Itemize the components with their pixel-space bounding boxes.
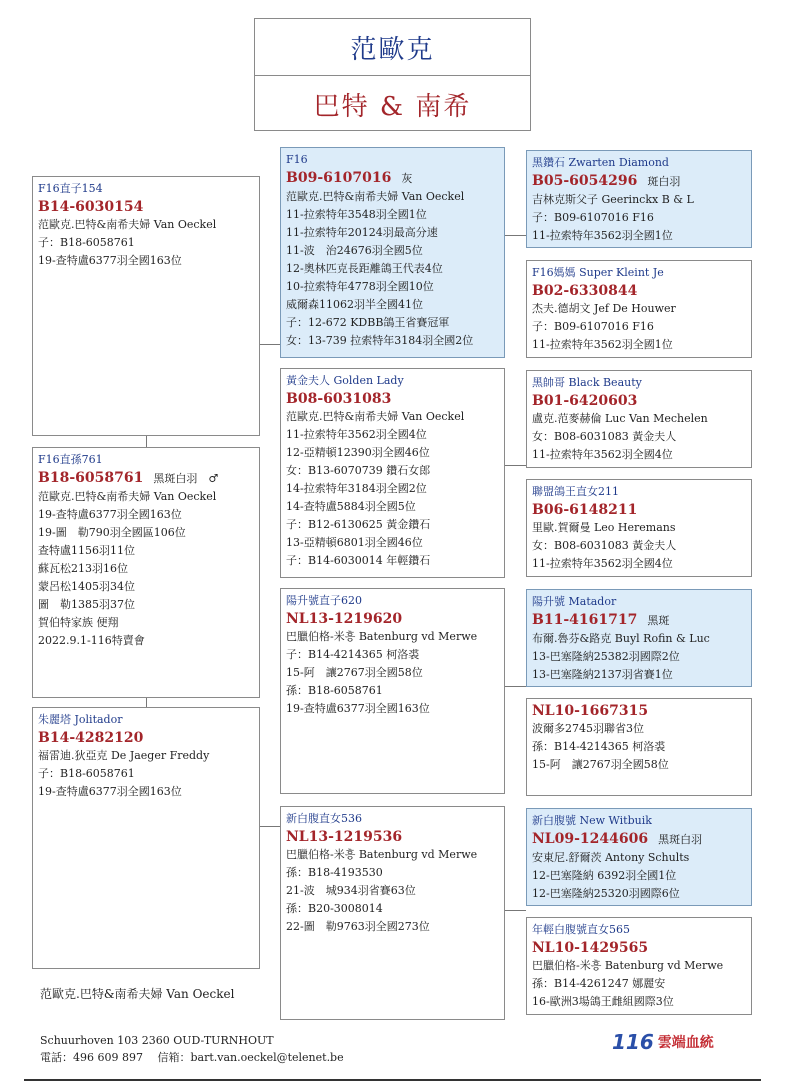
detail-line: 11-拉索特年3562羽全國4位 xyxy=(532,557,673,570)
ring-number xyxy=(532,702,747,720)
ring-id: B08-6031083 xyxy=(286,391,392,407)
pedigree-box-sds xyxy=(526,370,752,468)
pedigree-box-sss xyxy=(526,150,752,248)
footer-breeder: 范歐克.巴特&南希夫婦 Van Oeckel xyxy=(40,987,235,1001)
logo-text: 雲端血統 xyxy=(657,1035,714,1051)
detail-line: 吉林克斯父子 Geerinckx B & L xyxy=(532,193,694,206)
detail-line: 圖 勒1385羽37位 xyxy=(38,598,135,611)
ring-id: NL10-1667315 xyxy=(532,703,649,719)
detail-line: 19-查特盧6377羽全國163位 xyxy=(38,785,182,798)
ring-number xyxy=(286,390,500,408)
detail-line: 孫：B18-4193530 xyxy=(286,866,383,879)
detail-line: 11-拉索特年3562羽全國1位 xyxy=(532,338,673,351)
detail-line: 19-查特盧6377羽全國163位 xyxy=(38,254,182,267)
detail-line: 女：B08-6031083 黃金夫人 xyxy=(532,430,677,443)
bird-label: F16直孫761 xyxy=(38,453,103,466)
detail-line: 范歐克.巴特&南希夫婦 Van Oeckel xyxy=(286,410,465,423)
detail-line: 杰夫.德胡文 Jef De Houwer xyxy=(532,302,676,315)
detail-line: 子：12-672 KDBB鴿王省賽冠軍 xyxy=(286,316,450,329)
ring-id: B18-6058761 xyxy=(38,470,144,486)
detail-line: 查特盧1156羽11位 xyxy=(38,544,135,557)
detail-line: 12-亞精頓12390羽全國46位 xyxy=(286,446,430,459)
detail-line: 子：B12-6130625 黃金鑽石 xyxy=(286,518,431,531)
detail-line: 19-查特盧6377羽全國163位 xyxy=(38,508,182,521)
ring-number xyxy=(38,729,255,747)
detail-line: 11-拉索特年3562羽全國4位 xyxy=(286,428,427,441)
ring-id: B06-6148211 xyxy=(532,502,638,518)
pedigree-box-sire-sire xyxy=(280,147,505,358)
bird-label: 年輕白腹號直女565 xyxy=(532,923,630,936)
connector xyxy=(146,435,147,447)
ring-number xyxy=(532,501,747,519)
bird-label: 陽升號 Matador xyxy=(532,595,617,608)
detail-line: 19-圖 勒790羽全國區106位 xyxy=(38,526,186,539)
detail-line: 孫：B18-6058761 xyxy=(286,684,383,697)
pedigree-box-dam-sire xyxy=(280,588,505,794)
pedigree-box-main xyxy=(32,176,260,436)
detail-line: 安東尼.舒爾茨 Antony Schults xyxy=(532,851,690,864)
pedigree-box-sire xyxy=(32,447,260,698)
detail-line: 15-阿 讓2767羽全國58位 xyxy=(532,758,669,771)
color-sex: 黑斑 xyxy=(647,614,670,627)
detail-line: 里歐.賀爾曼 Leo Heremans xyxy=(532,521,676,534)
detail-line: 13-巴塞隆納2137羽省賽1位 xyxy=(532,668,673,681)
detail-line: 11-拉索特年3548羽全國1位 xyxy=(286,208,427,221)
detail-line: 14-拉索特年3184羽全國2位 xyxy=(286,482,427,495)
bird-label: 新白腹號 New Witbuik xyxy=(532,814,652,827)
ring-id: NL10-1429565 xyxy=(532,940,649,956)
bird-label: 黑帥哥 Black Beauty xyxy=(532,376,642,389)
color-sex: 斑白羽 xyxy=(647,175,681,188)
ring-id: B09-6107016 xyxy=(286,170,392,186)
pedigree-box-ssd xyxy=(526,260,752,358)
detail-line: 21-波 城934羽省賽63位 xyxy=(286,884,416,897)
detail-line: 12-巴塞隆納 6392羽全國1位 xyxy=(532,869,677,882)
ring-number xyxy=(532,282,747,300)
detail-line: 巴臘伯格-米흥 Batenburg vd Merwe xyxy=(532,959,724,972)
ring-number xyxy=(532,830,747,849)
color-sex: 黑斑白羽 ♂ xyxy=(153,472,219,485)
detail-line: 13-巴塞隆納25382羽國際2位 xyxy=(532,650,680,663)
detail-line: 范歐克.巴特&南希夫婦 Van Oeckel xyxy=(286,190,465,203)
pedigree-box-dam-dam xyxy=(280,806,505,1020)
footer-address-block xyxy=(40,1032,344,1066)
bird-label: 陽升號直子620 xyxy=(286,594,362,607)
detail-line: 14-查特盧5884羽全國5位 xyxy=(286,500,416,513)
detail-line: 蒙呂松1405羽34位 xyxy=(38,580,135,593)
detail-line: 11-拉索特年3562羽全國4位 xyxy=(532,448,673,461)
pedigree-box-ddd xyxy=(526,917,752,1015)
ring-number xyxy=(532,611,747,630)
ring-id: B14-6030154 xyxy=(38,199,144,215)
detail-line: 威爾森11062羽半全國41位 xyxy=(286,298,423,311)
ring-id: B02-6330844 xyxy=(532,283,638,299)
ring-number xyxy=(38,198,255,216)
detail-line: 范歐克.巴特&南希夫婦 Van Oeckel xyxy=(38,490,217,503)
title-box xyxy=(254,18,531,131)
pedigree-box-dds xyxy=(526,808,752,906)
ring-number xyxy=(532,392,747,410)
detail-line: 巴臘伯格-米흥 Batenburg vd Merwe xyxy=(286,630,478,643)
detail-line: 蘇瓦松213羽16位 xyxy=(38,562,128,575)
detail-line: 16-歐洲3場鴿王雌組國際3位 xyxy=(532,995,674,1008)
connector xyxy=(146,697,147,707)
detail-line: 10-拉索特年4778羽全國10位 xyxy=(286,280,434,293)
detail-line: 女：B08-6031083 黃金夫人 xyxy=(532,539,677,552)
ring-number xyxy=(532,172,747,191)
detail-line: 子：B18-6058761 xyxy=(38,236,135,249)
detail-line: 子：B09-6107016 F16 xyxy=(532,211,654,224)
detail-line: 19-查特盧6377羽全國163位 xyxy=(286,702,430,715)
bottom-divider xyxy=(24,1079,761,1081)
breeder-given-names: 巴特 & 南希 xyxy=(313,91,472,122)
detail-line: 巴臘伯格-米흥 Batenburg vd Merwe xyxy=(286,848,478,861)
ring-id: B14-4282120 xyxy=(38,730,144,746)
color-sex: 灰 xyxy=(401,172,413,185)
bird-label: 新白腹直女536 xyxy=(286,812,362,825)
bird-label: 朱麗塔 Jolitador xyxy=(38,713,123,726)
detail-line: 12-奧林匹克長距離鴿王代表4位 xyxy=(286,262,443,275)
detail-line: 子：B18-6058761 xyxy=(38,767,135,780)
ring-id: NL13-1219536 xyxy=(286,829,403,845)
detail-line: 2022.9.1-116特賣會 xyxy=(38,634,145,647)
detail-line: 11-波 治24676羽全國5位 xyxy=(286,244,423,257)
pedigree-box-dss xyxy=(526,589,752,687)
logo-number: 116 xyxy=(612,1030,654,1054)
pedigree-box-dsd xyxy=(526,698,752,796)
pedigree-box-dam xyxy=(32,707,260,969)
pedigree-box-sire-dam xyxy=(280,368,505,578)
detail-line: 15-阿 讓2767羽全國58位 xyxy=(286,666,423,679)
detail-line: 孫：B14-4214365 柯洛裘 xyxy=(532,740,666,753)
detail-line: 11-拉索特年20124羽最高分速 xyxy=(286,226,438,239)
pedigree-box-sdd xyxy=(526,479,752,577)
ring-id: B01-6420603 xyxy=(532,393,638,409)
ring-id: NL09-1244606 xyxy=(532,831,649,847)
connector xyxy=(260,344,280,345)
ring-number xyxy=(286,828,500,846)
ring-number xyxy=(532,939,747,957)
detail-line: 賀伯特家族 便翔 xyxy=(38,616,119,629)
detail-line: 女：B13-6070739 鑽石女郎 xyxy=(286,464,431,477)
detail-line: 11-拉索特年3562羽全國1位 xyxy=(532,229,673,242)
detail-line: 孫：B14-4261247 娜麗安 xyxy=(532,977,666,990)
bird-label: 黃金夫人 Golden Lady xyxy=(286,374,404,387)
ring-number xyxy=(38,469,255,488)
connector xyxy=(505,235,526,236)
connector xyxy=(505,686,526,687)
footer-address: Schuurhoven 103 2360 OUD-TURNHOUT xyxy=(40,1034,274,1047)
bird-label: F16媽媽 Super Kleint Je xyxy=(532,266,664,279)
connector xyxy=(505,465,526,466)
connector xyxy=(260,826,280,827)
detail-line: 波爾多2745羽聯省3位 xyxy=(532,722,644,735)
bird-label: 聯盟鴿王直女211 xyxy=(532,485,619,498)
bird-label: 黑鑽石 Zwarten Diamond xyxy=(532,156,669,169)
ring-number xyxy=(286,610,500,628)
ring-id: B11-4161717 xyxy=(532,612,638,628)
brand-logo xyxy=(612,1030,722,1054)
detail-line: 女：13-739 拉索特年3184羽全國2位 xyxy=(286,334,474,347)
footer-contact: 電話：496 609 897 信箱：bart.van.oeckel@telenet.be xyxy=(40,1051,344,1064)
color-sex: 黑斑白羽 xyxy=(658,833,703,846)
detail-line: 子：B14-6030014 年輕鑽石 xyxy=(286,554,431,567)
detail-line: 福雷迪.狄亞克 De Jaeger Freddy xyxy=(38,749,210,762)
ring-number xyxy=(286,169,500,188)
detail-line: 范歐克.巴特&南希夫婦 Van Oeckel xyxy=(38,218,217,231)
bird-label: F16 xyxy=(286,153,308,166)
ring-id: B05-6054296 xyxy=(532,173,638,189)
breeder-surname: 范歐克 xyxy=(255,19,530,76)
bird-label: F16直子154 xyxy=(38,182,103,195)
detail-line: 子：B09-6107016 F16 xyxy=(532,320,654,333)
connector xyxy=(505,910,526,911)
detail-line: 22-圖 勒9763羽全國273位 xyxy=(286,920,430,933)
detail-line: 13-亞精頓6801羽全國46位 xyxy=(286,536,423,549)
detail-line: 12-巴塞隆納25320羽國際6位 xyxy=(532,887,680,900)
detail-line: 盧克.范麥赫倫 Luc Van Mechelen xyxy=(532,412,708,425)
detail-line: 子：B14-4214365 柯洛裘 xyxy=(286,648,420,661)
detail-line: 布爾.魯芬&路克 Buyl Rofin & Luc xyxy=(532,632,710,645)
detail-line: 孫：B20-3008014 xyxy=(286,902,383,915)
ring-id: NL13-1219620 xyxy=(286,611,403,627)
